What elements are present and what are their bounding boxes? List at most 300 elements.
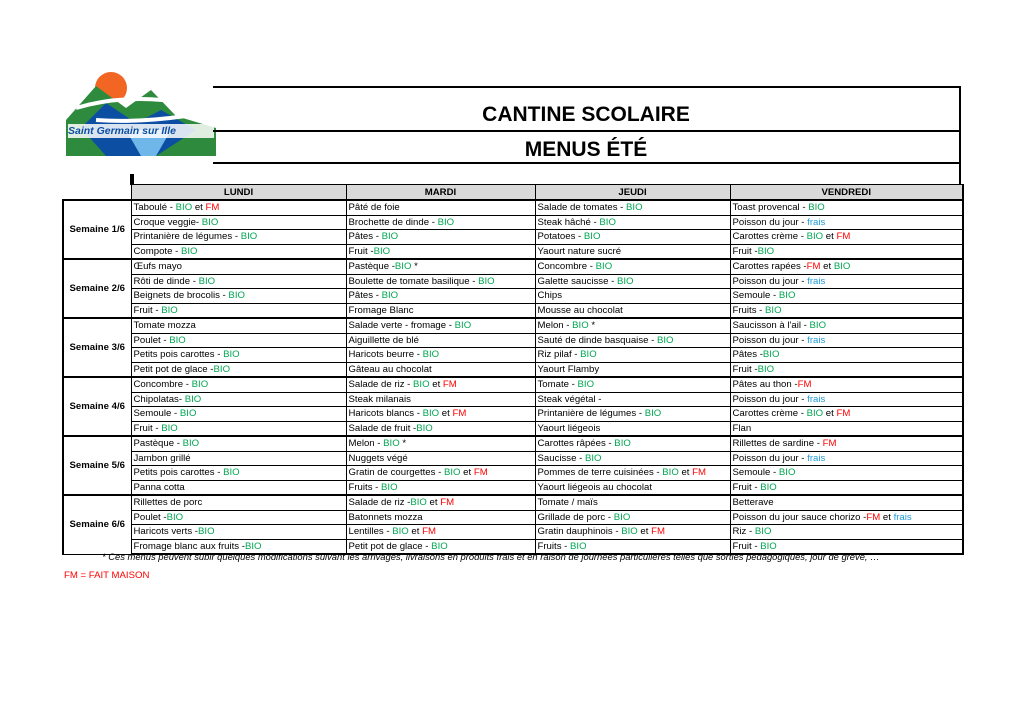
dish-text: Fruit - (732, 481, 761, 493)
logo-text: Saint Germain sur Ille (68, 125, 176, 137)
dish-text: Pâtes - (732, 349, 763, 361)
dish-text: Tomate mozza (133, 320, 196, 332)
menu-cell (730, 392, 963, 407)
dish-text: Sauté de dinde basquaise - (537, 334, 657, 346)
menu-cell (346, 510, 535, 525)
dish-text: Jambon grillé (133, 452, 191, 464)
menu-cell (346, 466, 535, 481)
dish-text: Toast provencal - (732, 202, 809, 214)
dish-text: Gratin de courgettes - (348, 467, 444, 479)
menu-cell (131, 451, 346, 466)
dish-text: Poisson du jour - (732, 334, 808, 346)
bio-tag: BIO (443, 467, 461, 479)
bio-tag: BIO (760, 540, 777, 552)
menu-cell (730, 289, 963, 304)
dish-text: Riz pilaf - (537, 349, 581, 361)
dish-text: Œufs mayo (133, 261, 183, 273)
dish-text: Lentilles - (348, 526, 393, 538)
menu-cell (730, 200, 963, 215)
menu-cell (346, 244, 535, 259)
dish-text: Yaourt liégeois (537, 422, 601, 434)
dish-text: Melon - (348, 438, 384, 450)
dish-text: Poulet - (133, 511, 167, 523)
dish-text: Fromage blanc aux fruits - (133, 540, 245, 552)
bio-tag: BIO (757, 363, 775, 375)
bio-tag: BIO (760, 481, 777, 493)
bio-tag: BIO (213, 363, 231, 375)
menu-cell (131, 333, 346, 348)
bio-tag: BIO (580, 349, 597, 361)
dish-text: Saucisson à l'ail - (732, 320, 810, 332)
menu-cell (346, 274, 535, 289)
fm-tag: FM (422, 526, 436, 538)
dish-text: Melon - (537, 320, 573, 332)
menu-cell (730, 230, 963, 245)
dish-text: Haricots blancs - (348, 408, 423, 420)
menu-cell (131, 303, 346, 318)
dish-text: Fruit - (732, 540, 761, 552)
menu-cell (730, 436, 963, 451)
dish-text: et (678, 467, 693, 479)
menu-cell (131, 392, 346, 407)
bio-tag: BIO (599, 216, 616, 228)
dish-text: * (588, 320, 596, 332)
menu-cell (131, 274, 346, 289)
dish-text: * (411, 261, 418, 273)
dish-text: Salade de tomates - (537, 202, 627, 214)
fm-tag: FM (452, 408, 467, 420)
bio-tag: BIO (616, 275, 634, 287)
table-row (63, 215, 963, 230)
bio-tag: BIO (613, 511, 631, 523)
menu-cell (730, 259, 963, 274)
menu-cell (346, 407, 535, 422)
dish-text: Poisson du jour - (732, 393, 808, 405)
table-row (63, 303, 963, 318)
menu-cell (535, 407, 730, 422)
week-label: Semaine 5/6 (63, 436, 131, 495)
dish-text: Semoule - (732, 467, 779, 479)
table-row (63, 510, 963, 525)
fm-tag: FM (692, 467, 706, 479)
menu-cell (131, 377, 346, 392)
fm-tag: FM (836, 408, 851, 420)
menu-cell (131, 525, 346, 540)
menu-cell (131, 362, 346, 377)
dish-text: Fruits - (348, 481, 382, 493)
fm-tag: FM (442, 379, 457, 391)
menu-cell (346, 318, 535, 333)
dish-text: Pâtes - (348, 231, 382, 243)
menu-cell (131, 289, 346, 304)
menu-cell (131, 466, 346, 481)
page-subtitle: MENUS ÉTÉ (213, 132, 959, 164)
menu-cell (730, 303, 963, 318)
dish-text: Flan (732, 422, 752, 434)
table-row (63, 377, 963, 392)
dish-text: Petits pois carottes - (133, 467, 224, 479)
bio-tag: BIO (806, 408, 824, 420)
bio-tag: BIO (422, 349, 440, 361)
menu-cell (535, 421, 730, 436)
dish-text: Boulette de tomate basilique - (348, 275, 479, 287)
dish-text: Printanière de légumes - (133, 231, 241, 243)
dish-text: Pastèque - (133, 438, 183, 450)
menu-cell (131, 200, 346, 215)
bio-tag: BIO (410, 497, 427, 509)
bio-tag: BIO (223, 467, 240, 479)
menu-cell (346, 333, 535, 348)
menu-cell (730, 215, 963, 230)
fm-tag: FM (866, 511, 881, 523)
menu-cell (346, 392, 535, 407)
bio-tag: BIO (392, 526, 409, 538)
dish-text: Salade de riz - (348, 497, 411, 509)
dish-text: Rillettes de porc (133, 497, 203, 509)
fm-tag: FM (836, 231, 851, 243)
dish-text: Croque veggie- (133, 216, 202, 228)
dish-text: Carottes rapées - (732, 261, 807, 273)
dish-text: et (823, 408, 837, 420)
table-row (63, 392, 963, 407)
menu-cell (535, 200, 730, 215)
menu-cell (730, 495, 963, 510)
dish-text: Concombre - (133, 379, 192, 391)
table-row (63, 421, 963, 436)
bio-tag: BIO (757, 245, 775, 257)
header-day: VENDREDI (730, 185, 963, 201)
menu-cell (535, 215, 730, 230)
dish-text: Saucisse - (537, 452, 585, 464)
menu-cell (535, 525, 730, 540)
bio-tag: BIO (422, 408, 440, 420)
dish-text: Nuggets végé (348, 452, 408, 464)
bio-tag: BIO (166, 511, 184, 523)
bio-tag: BIO (381, 481, 398, 493)
menu-cell (346, 480, 535, 495)
page-title: CANTINE SCOLAIRE (213, 88, 959, 132)
bio-tag: BIO (778, 290, 796, 302)
dish-text: * (399, 438, 407, 450)
menu-cell (131, 407, 346, 422)
frais-tag: frais (807, 452, 826, 464)
menu-cell (346, 259, 535, 274)
frais-tag: frais (893, 511, 912, 523)
dish-text: et (823, 231, 837, 243)
dish-text: Galette saucisse - (537, 275, 617, 287)
bio-tag: BIO (182, 438, 200, 450)
dish-text: Poulet - (133, 334, 170, 346)
fm-tag: FM (473, 467, 488, 479)
menu-cell (535, 480, 730, 495)
dish-text: Compote - (133, 245, 181, 257)
menu-cell (730, 525, 963, 540)
week-label: Semaine 3/6 (63, 318, 131, 377)
dish-text: et (408, 526, 423, 538)
table-row (63, 274, 963, 289)
bio-tag: BIO (656, 334, 674, 346)
menu-cell (535, 466, 730, 481)
bio-tag: BIO (175, 202, 193, 214)
menu-cell (730, 348, 963, 363)
bio-tag: BIO (201, 216, 219, 228)
menu-cell (535, 333, 730, 348)
dish-text: et (429, 379, 443, 391)
dish-text: Beignets de brocolis - (133, 290, 229, 302)
fm-tag: FM (205, 202, 220, 214)
bio-tag: BIO (762, 349, 780, 361)
bio-tag: BIO (662, 467, 679, 479)
menu-cell (730, 451, 963, 466)
dish-text: Aiguillette de blé (348, 334, 419, 346)
dish-text: Grillade de porc - (537, 511, 614, 523)
bio-tag: BIO (413, 379, 430, 391)
menu-cell (131, 259, 346, 274)
menu-cell (535, 259, 730, 274)
dish-text: Fruit - (732, 245, 758, 257)
bio-tag: BIO (454, 320, 472, 332)
bio-tag: BIO (626, 202, 643, 214)
menu-cell (346, 436, 535, 451)
menu-cell (131, 215, 346, 230)
menu-cell (346, 362, 535, 377)
bio-tag: BIO (228, 290, 245, 302)
menu-cell (730, 421, 963, 436)
bio-tag: BIO (754, 526, 772, 538)
bio-tag: BIO (381, 290, 399, 302)
dish-text: et (880, 511, 894, 523)
menu-cell (131, 480, 346, 495)
menu-cell (535, 510, 730, 525)
header-blank (63, 185, 131, 201)
dish-text: Carottes râpées - (537, 438, 615, 450)
logo-mountain-icon (66, 68, 216, 156)
dish-text: Yaourt liégeois au chocolat (537, 481, 652, 493)
table-row (63, 333, 963, 348)
bio-tag: BIO (765, 304, 782, 316)
table-row (63, 244, 963, 259)
menu-cell (131, 230, 346, 245)
table-row (63, 289, 963, 304)
dish-text: Taboulé - (133, 202, 176, 214)
menu-cell (535, 348, 730, 363)
dish-text: Pâté de foie (348, 202, 400, 214)
table-row (63, 436, 963, 451)
table-row (63, 525, 963, 540)
dish-text: Salade verte - fromage - (348, 320, 455, 332)
dish-text: Poisson du jour - (732, 275, 808, 287)
dish-text: Haricots verts - (133, 526, 199, 538)
table-row (63, 348, 963, 363)
menu-cell (131, 510, 346, 525)
dish-text: Chips (537, 290, 563, 302)
menu-body (63, 200, 963, 554)
dish-text: Yaourt Flamby (537, 363, 600, 375)
bio-tag: BIO (383, 438, 400, 450)
menu-cell (730, 510, 963, 525)
menu-cell (730, 274, 963, 289)
table-row (63, 230, 963, 245)
dish-text: Panna cotta (133, 481, 185, 493)
menu-cell (131, 348, 346, 363)
menu-cell (535, 392, 730, 407)
menu-cell (535, 377, 730, 392)
bio-tag: BIO (621, 526, 638, 538)
frais-tag: frais (807, 393, 826, 405)
dish-text: et (820, 261, 834, 273)
menu-cell (535, 436, 730, 451)
dish-text: Steak hâché - (537, 216, 600, 228)
menu-cell (535, 362, 730, 377)
bio-tag: BIO (809, 320, 827, 332)
footnote: * Ces menus peuvent subir quelques modifications suivant les arrivages, livraisons en produits frais et en raison de journées particulières telles que sorties pédagogiques, jour de grève, … (102, 551, 880, 562)
table-row (63, 480, 963, 495)
dish-text: Tomate / maïs (537, 497, 598, 509)
week-label: Semaine 4/6 (63, 377, 131, 436)
bio-tag: BIO (416, 422, 433, 434)
bio-tag: BIO (184, 393, 202, 405)
header-day: JEUDI (535, 185, 730, 201)
bio-tag: BIO (381, 231, 399, 243)
bio-tag: BIO (570, 540, 587, 552)
week-label: Semaine 1/6 (63, 200, 131, 259)
table-row (63, 407, 963, 422)
dish-text: Poisson du jour - (732, 452, 808, 464)
bio-tag: BIO (572, 320, 589, 332)
bio-tag: BIO (808, 202, 825, 214)
menu-cell (535, 318, 730, 333)
menu-cell (535, 303, 730, 318)
dish-text: Fruit - (348, 245, 374, 257)
dish-text: et (460, 467, 474, 479)
frais-tag: frais (807, 216, 826, 228)
bio-tag: BIO (614, 438, 631, 450)
dish-text: Salade de fruit - (348, 422, 417, 434)
legend-fm: FM = FAIT MAISON (64, 570, 150, 581)
bio-tag: BIO (161, 422, 178, 434)
table-row (63, 259, 963, 274)
header-day: MARDI (346, 185, 535, 201)
dish-text: Concombre - (537, 261, 596, 273)
menu-cell (131, 421, 346, 436)
dish-text: Printanière de légumes - (537, 408, 645, 420)
dish-text: Gratin dauphinois - (537, 526, 622, 538)
menu-cell (346, 348, 535, 363)
menu-cell (730, 362, 963, 377)
menu-cell (346, 289, 535, 304)
menu-cell (535, 244, 730, 259)
menu-cell (730, 466, 963, 481)
menu-cell (535, 451, 730, 466)
bio-tag: BIO (478, 275, 495, 287)
bio-tag: BIO (198, 526, 215, 538)
dish-text: Poisson du jour - (732, 216, 808, 228)
frais-tag: frais (807, 275, 826, 287)
menu-cell (730, 333, 963, 348)
menu-cell (346, 525, 535, 540)
table-row (63, 200, 963, 215)
menu-cell (346, 451, 535, 466)
dish-text: Yaourt nature sucré (537, 245, 622, 257)
bio-tag: BIO (778, 467, 796, 479)
dish-text: Petit pot de glace - (348, 540, 432, 552)
week-label: Semaine 2/6 (63, 259, 131, 318)
dish-text: et (426, 497, 441, 509)
frais-tag: frais (807, 334, 826, 346)
menu-cell (730, 377, 963, 392)
dish-text: et (637, 526, 652, 538)
fm-tag: FM (822, 438, 837, 450)
header-day: LUNDI (131, 185, 346, 201)
menu-cell (346, 200, 535, 215)
table-row (63, 466, 963, 481)
bio-tag: BIO (431, 540, 448, 552)
dish-text: Pâtes - (348, 290, 382, 302)
bio-tag: BIO (161, 304, 178, 316)
dish-text: Fruits - (537, 540, 571, 552)
bio-tag: BIO (577, 379, 595, 391)
fm-tag: FM (797, 379, 812, 391)
bio-tag: BIO (595, 261, 613, 273)
bio-tag: BIO (833, 261, 851, 273)
menu-table (62, 184, 964, 555)
bio-tag: BIO (373, 245, 391, 257)
dish-text: et (439, 408, 453, 420)
bio-tag: BIO (223, 349, 240, 361)
menu-cell (730, 244, 963, 259)
dish-text: Fruit - (133, 422, 162, 434)
bio-tag: BIO (169, 334, 186, 346)
dish-text: Petit pot de glace - (133, 363, 214, 375)
menu-cell (131, 495, 346, 510)
dish-text: Chipolatas- (133, 393, 185, 405)
menu-cell (535, 495, 730, 510)
logo (66, 68, 216, 156)
dish-text: Pastèque - (348, 261, 395, 273)
bio-tag: BIO (806, 231, 824, 243)
bio-tag: BIO (583, 231, 601, 243)
menu-cell (535, 289, 730, 304)
bio-tag: BIO (584, 452, 602, 464)
dish-text: Pâtes au thon - (732, 379, 798, 391)
menu-cell (346, 377, 535, 392)
dish-text: Steak végétal - (537, 393, 602, 405)
dish-text: Haricots beurre - (348, 349, 423, 361)
dish-text: Pommes de terre cuisinées - (537, 467, 663, 479)
menu-cell (346, 303, 535, 318)
bio-tag: BIO (180, 245, 198, 257)
menu-cell (131, 244, 346, 259)
menu-cell (346, 215, 535, 230)
table-row (63, 318, 963, 333)
menu-cell (730, 407, 963, 422)
dish-text: Steak milanais (348, 393, 411, 405)
dish-text: Potatoes - (537, 231, 584, 243)
bio-tag: BIO (244, 540, 262, 552)
week-label: Semaine 6/6 (63, 495, 131, 554)
table-header-row (63, 185, 963, 201)
dish-text: Fruits - (732, 304, 766, 316)
dish-text: Petits pois carottes - (133, 349, 224, 361)
dish-text: Gâteau au chocolat (348, 363, 432, 375)
dish-text: Poisson du jour sauce chorizo - (732, 511, 867, 523)
fm-tag: FM (651, 526, 665, 538)
title-box (213, 86, 961, 184)
dish-text: et (192, 202, 206, 214)
menu-cell (346, 421, 535, 436)
dish-text: Rillettes de sardine - (732, 438, 823, 450)
table-row (63, 495, 963, 510)
